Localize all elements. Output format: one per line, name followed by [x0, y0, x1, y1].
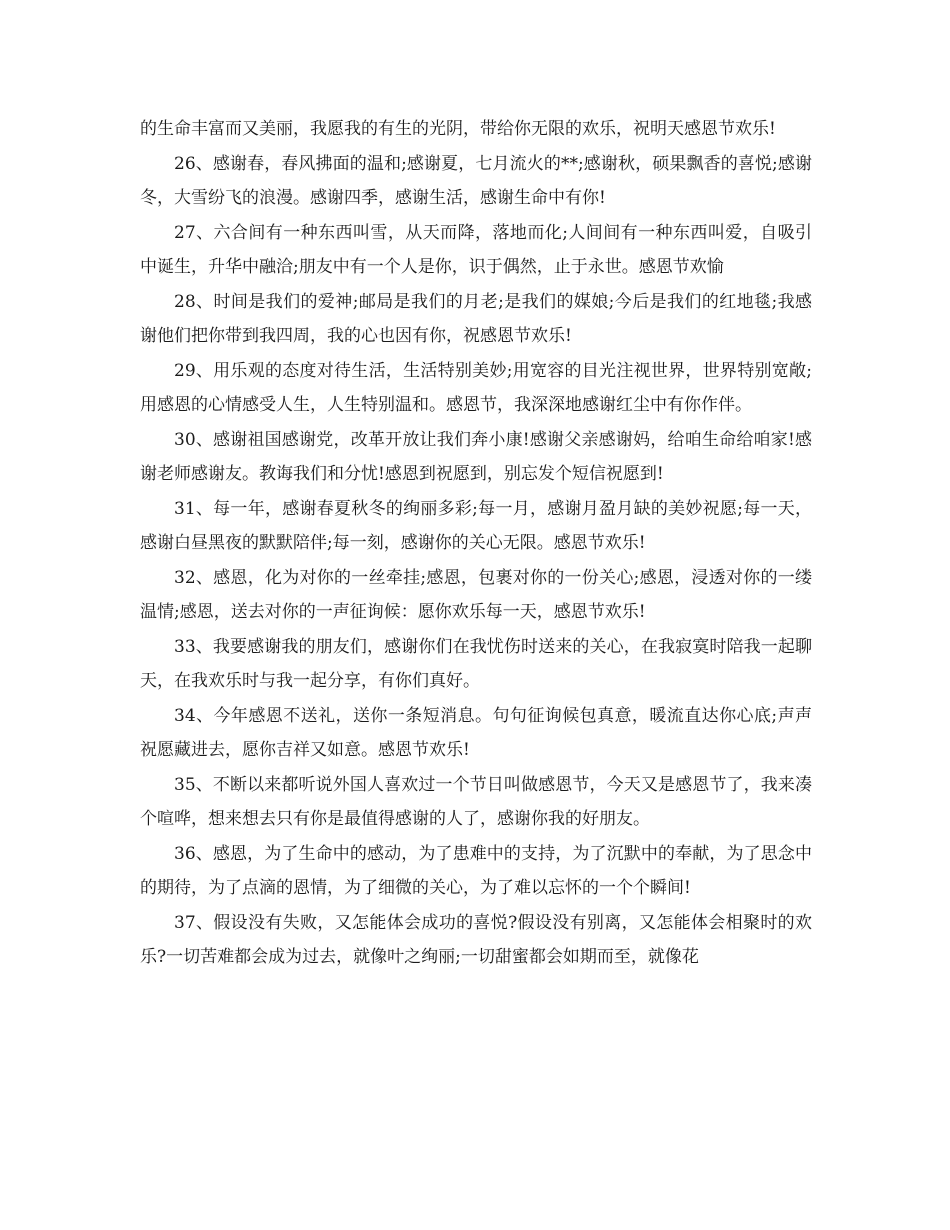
paragraph: 27、六合间有一种东西叫雪，从天而降，落地而化;人间间有一种东西叫爱，自吸引中诞生，升华中融洽;朋友中有一个人是你，识于偶然，止于永世。感恩节欢愉	[140, 222, 812, 277]
paragraph: 35、不断以来都听说外国人喜欢过一个节日叫做感恩节，今天又是感恩节了，我来凑个喧哗，想来想去只有你是最值得感谢的人了，感谢你我的好朋友。	[140, 774, 812, 829]
paragraph: 37、假设没有失败，又怎能体会成功的喜悦?假设没有别离，又怎能体会相聚时的欢乐?一切苦难都会成为过去，就像叶之绚丽;一切甜蜜都会如期而至，就像花	[140, 912, 812, 967]
paragraph: 28、时间是我们的爱神;邮局是我们的月老;是我们的媒娘;今后是我们的红地毯;我感谢他们把你带到我四周，我的心也因有你，祝感恩节欢乐!	[140, 291, 812, 346]
paragraph: 的生命丰富而又美丽，我愿我的有生的光阴，带给你无限的欢乐，祝明天感恩节欢乐!	[140, 119, 776, 139]
paragraph: 31、每一年，感谢春夏秋冬的绚丽多彩;每一月，感谢月盈月缺的美妙祝愿;每一天，感谢白昼黑夜的默默陪伴;每一刻，感谢你的关心无限。感恩节欢乐!	[140, 498, 812, 553]
paragraph: 30、感谢祖国感谢党，改革开放让我们奔小康!感谢父亲感谢妈，给咱生命给咱家!感谢老师感谢友。教诲我们和分忧!感恩到祝愿到，别忘发个短信祝愿到!	[140, 429, 812, 484]
paragraph: 32、感恩，化为对你的一丝牵挂;感恩，包裹对你的一份关心;感恩，浸透对你的一缕温情;感恩，送去对你的一声征询候：愿你欢乐每一天，感恩节欢乐!	[140, 567, 812, 622]
paragraph: 34、今年感恩不送礼，送你一条短消息。句句征询候包真意，暖流直达你心底;声声祝愿藏进去，愿你吉祥又如意。感恩节欢乐!	[140, 705, 812, 760]
paragraph: 36、感恩，为了生命中的感动，为了患难中的支持，为了沉默中的奉献，为了思念中的期待，为了点滴的恩情，为了细微的关心，为了难以忘怀的一个个瞬间!	[140, 843, 812, 898]
paragraph: 29、用乐观的态度对待生活，生活特别美妙;用宽容的目光注视世界，世界特别宽敞;用感恩的心情感受人生，人生特别温和。感恩节，我深深地感谢红尘中有你作伴。	[140, 360, 812, 415]
paragraph: 33、我要感谢我的朋友们，感谢你们在我忧伤时送来的关心，在我寂寞时陪我一起聊天，在我欢乐时与我一起分享，有你们真好。	[140, 636, 812, 691]
paragraph: 26、感谢春，春风拂面的温和;感谢夏，七月流火的**;感谢秋，硕果飘香的喜悦;感谢冬，大雪纷飞的浪漫。感谢四季，感谢生活，感谢生命中有你!	[140, 153, 812, 208]
document-body	[140, 112, 812, 975]
